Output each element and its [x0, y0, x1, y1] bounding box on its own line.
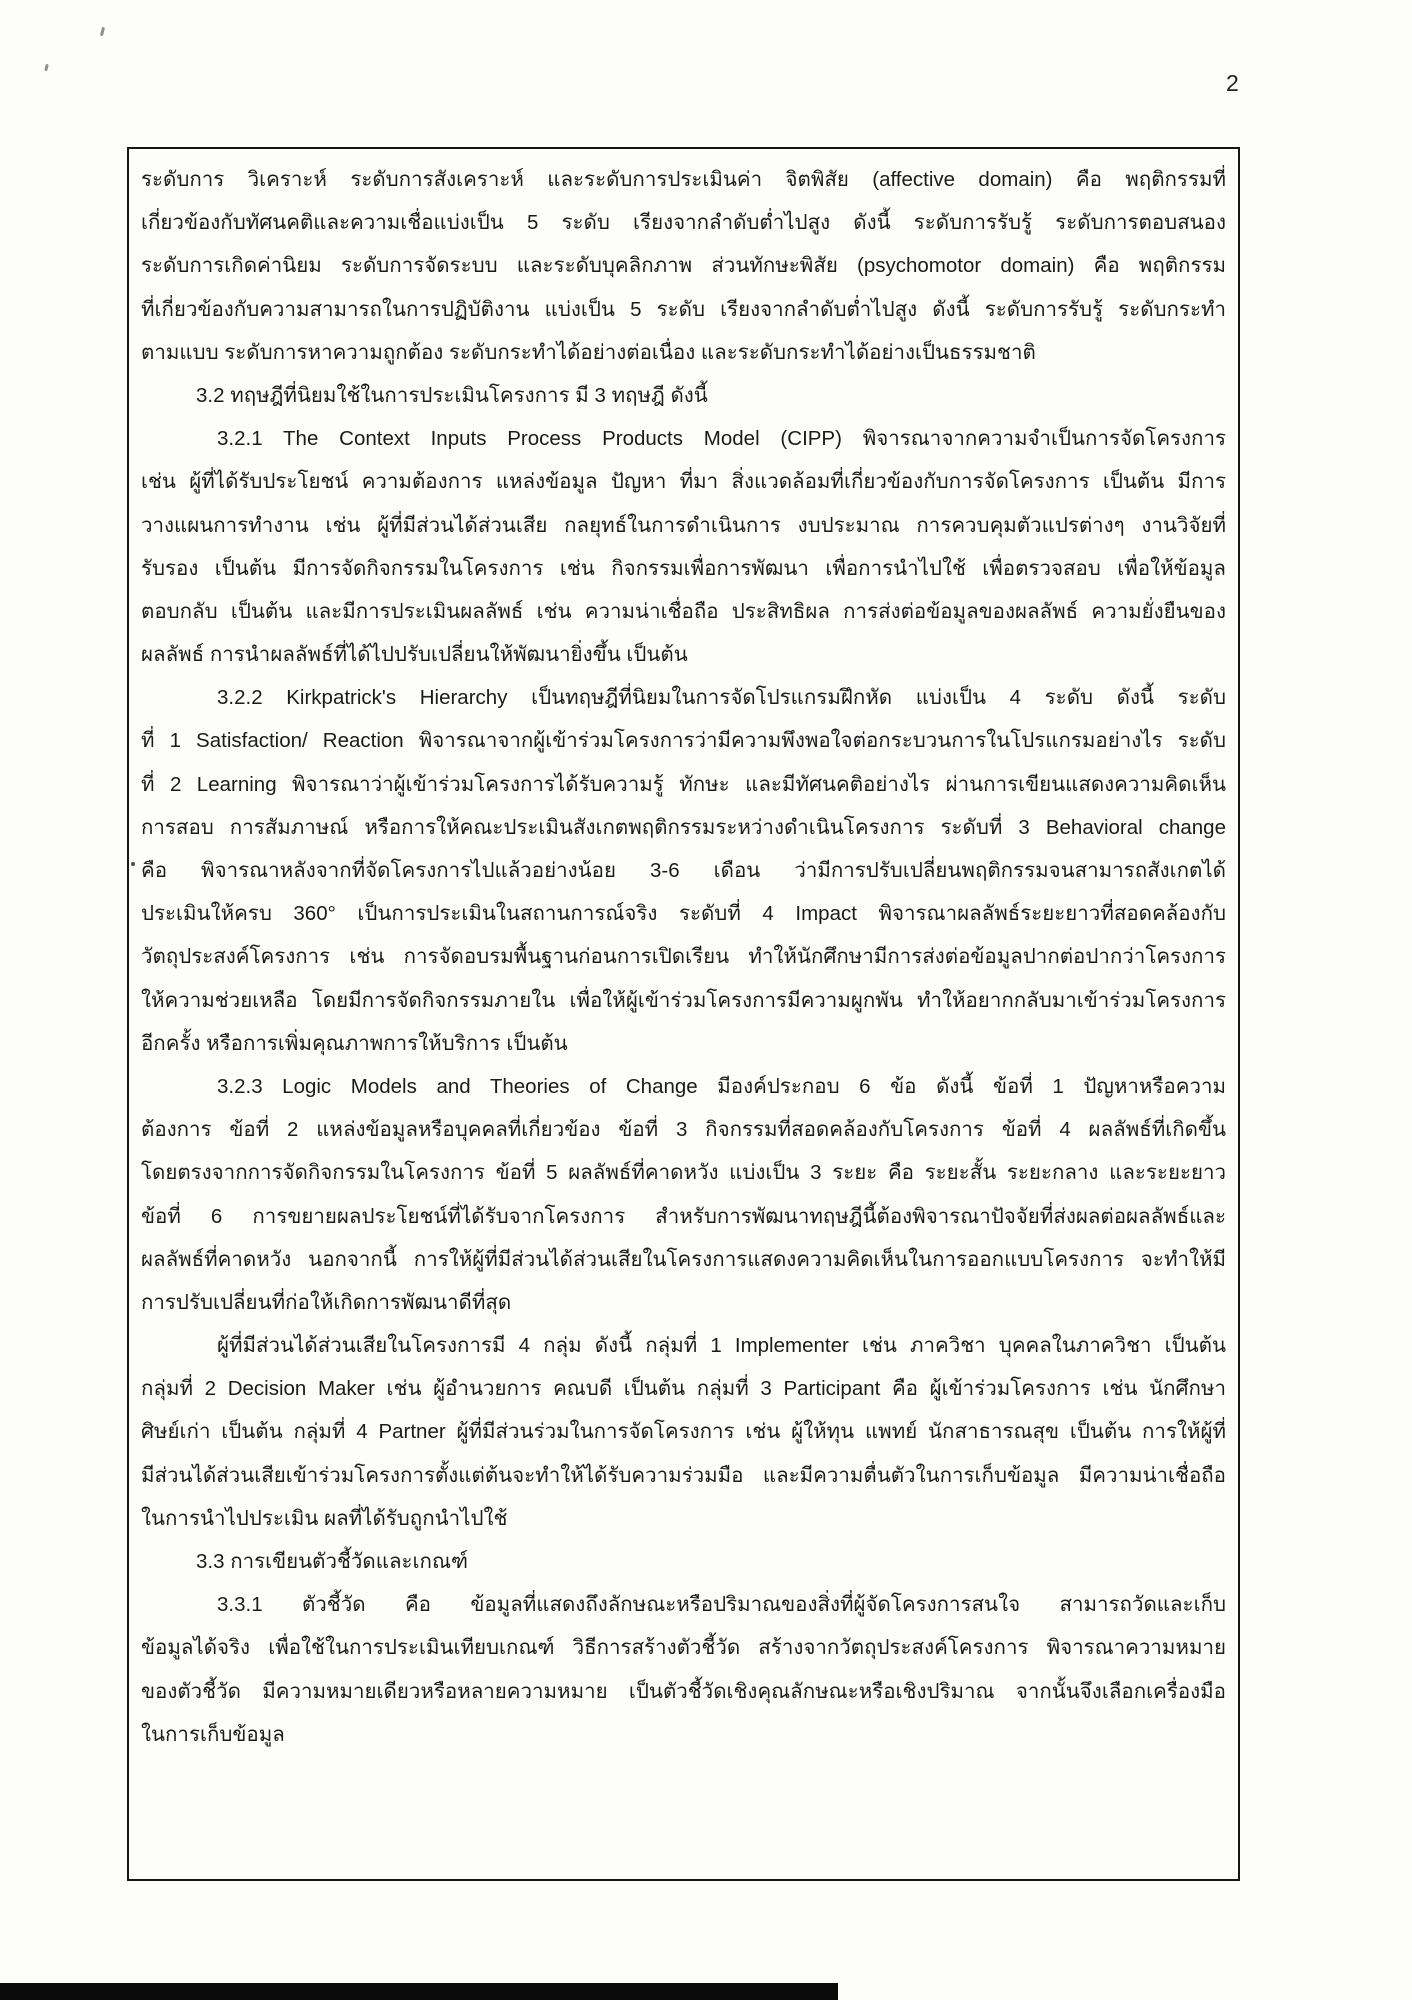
text-line: กลุ่มที่ 2 Decision Maker เช่น ผู้อำนวยการ คณบดี เป็นต้น กลุ่มที่ 3 Participant คือ ผู้เข้าร่วมโครงการ เช่น นักศึกษา: [141, 1377, 1226, 1401]
text-line: ให้ความช่วยเหลือ โดยมีการจัดกิจกรรมภายใน เพื่อให้ผู้เข้าร่วมโครงการมีความผูกพัน ทำให้อยากกลับมาเข้าร่วมโครงการ: [141, 988, 1226, 1012]
text-line: เกี่ยวข้องกับทัศนคติและความเชื่อแบ่งเป็น 5 ระดับ เรียงจากลำดับต่ำไปสูง ดังนี้ ระดับการรับรู้ ระดับการตอบสนอง: [141, 211, 1226, 235]
text-line: ข้อที่ 6 การขยายผลประโยชน์ที่ได้รับจากโครงการ สำหรับการพัฒนาทฤษฎีนี้ต้องพิจารณาปัจจัยที่ส่งผลต่อผลลัพธ์และ: [141, 1204, 1226, 1228]
text-line: 3.2 ทฤษฎีที่นิยมใช้ในการประเมินโครงการ มี 3 ทฤษฎี ดังนี้: [196, 383, 708, 407]
content-border-box: [127, 147, 1240, 1881]
text-line: การสอบ การสัมภาษณ์ หรือการให้คณะประเมินสังเกตพฤติกรรมระหว่างดำเนินโครงการ ระดับที่ 3 Behavioral change: [141, 815, 1226, 839]
text-line: เช่น ผู้ที่ได้รับประโยชน์ ความต้องการ แหล่งข้อมูล ปัญหา ที่มา สิ่งแวดล้อมที่เกี่ยวข้องกับการจัดโครงการ เป็นต้น มีการ: [141, 470, 1226, 494]
text-line: ในการเก็บข้อมูล: [141, 1722, 285, 1746]
page-number: 2: [1226, 70, 1239, 96]
text-line: รับรอง เป็นต้น มีการจัดกิจกรรมในโครงการ เช่น กิจกรรมเพื่อการพัฒนา เพื่อการนำไปใช้ เพื่อตรวจสอบ เพื่อให้ข้อมูล: [141, 556, 1226, 580]
text-line: ผลลัพธ์ การนำผลลัพธ์ที่ได้ไปปรับเปลี่ยนให้พัฒนายิ่งขึ้น เป็นต้น: [141, 643, 688, 667]
text-line: ในการนำไปประเมิน ผลที่ได้รับถูกนำไปใช้: [141, 1506, 508, 1530]
text-line: ระดับการเกิดค่านิยม ระดับการจัดระบบ และระดับบุคลิกภาพ ส่วนทักษะพิสัย (psychomotor domain) คือ พฤติกรรม: [141, 254, 1226, 278]
scan-artifact-bar: [0, 1983, 838, 2000]
text-line: ศิษย์เก่า เป็นต้น กลุ่มที่ 4 Partner ผู้ที่มีส่วนร่วมในการจัดโครงการ เช่น ผู้ให้ทุน แพทย์ นักสาธารณสุข เป็นต้น การให้ผู้ที่: [141, 1420, 1226, 1444]
text-line: วัตถุประสงค์โครงการ เช่น การจัดอบรมพื้นฐานก่อนการเปิดเรียน ทำให้นักศึกษามีการส่งต่อข้อมูลปากต่อปากว่าโครงการ: [141, 945, 1226, 969]
text-line: ผู้ที่มีส่วนได้ส่วนเสียในโครงการมี 4 กลุ่ม ดังนี้ กลุ่มที่ 1 Implementer เช่น ภาควิชา บุคคลในภาควิชา เป็นต้น: [217, 1334, 1226, 1358]
text-line: 3.2.1 The Context Inputs Process Products Model (CIPP) พิจารณาจากความจำเป็นการจัดโครงการ: [217, 427, 1226, 451]
text-line: คือ พิจารณาหลังจากที่จัดโครงการไปแล้วอย่างน้อย 3-6 เดือน ว่ามีการปรับเปลี่ยนพฤติกรรมจนสามารถสังเกตได้: [141, 859, 1226, 882]
text-line: ประเมินให้ครบ 360° เป็นการประเมินในสถานการณ์จริง ระดับที่ 4 Impact พิจารณาผลลัพธ์ระยะยาวที่สอดคล้องกับ: [141, 902, 1226, 926]
text-line: ต้องการ ข้อที่ 2 แหล่งข้อมูลหรือบุคคลที่เกี่ยวข้อง ข้อที่ 3 กิจกรรมที่สอดคล้องกับโครงการ ข้อที่ 4 ผลลัพธ์ที่เกิดขึ้น: [141, 1118, 1226, 1142]
text-line: ที่ 2 Learning พิจารณาว่าผู้เข้าร่วมโครงการได้รับความรู้ ทักษะ และมีทัศนคติอย่างไร ผ่านการเขียนแสดงความคิดเห็น: [141, 772, 1226, 796]
text-line: ที่ 1 Satisfaction/ Reaction พิจารณาจากผู้เข้าร่วมโครงการว่ามีความพึงพอใจต่อกระบวนการในโปรแกรมอย่างไร ระดับ: [141, 729, 1226, 753]
text-line: 3.2.3 Logic Models and Theories of Change มีองค์ประกอบ 6 ข้อ ดังนี้ ข้อที่ 1 ปัญหาหรือความ: [217, 1074, 1226, 1098]
text-line: ตามแบบ ระดับการหาความถูกต้อง ระดับกระทำได้อย่างต่อเนื่อง และระดับกระทำได้อย่างเป็นธรรมชาติ: [141, 340, 1036, 364]
scan-artifact-mark: [44, 64, 49, 72]
text-line: การปรับเปลี่ยนที่ก่อให้เกิดการพัฒนาดีที่สุด: [141, 1290, 512, 1314]
text-line: ตอบกลับ เป็นต้น และมีการประเมินผลลัพธ์ เช่น ความน่าเชื่อถือ ประสิทธิผล การส่งต่อข้อมูลของผลลัพธ์ ความยั่งยืนของ: [141, 599, 1226, 623]
text-line: ข้อมูลได้จริง เพื่อใช้ในการประเมินเทียบเกณฑ์ วิธีการสร้างตัวชี้วัด สร้างจากวัตถุประสงค์โครงการ พิจารณาความหมาย: [141, 1636, 1226, 1660]
text-line: มีส่วนได้ส่วนเสียเข้าร่วมโครงการตั้งแต่ต้นจะทำให้ได้รับความร่วมมือ และมีความตื่นตัวในการเก็บข้อมูล มีความน่าเชื่อถือ: [141, 1463, 1226, 1487]
text-line: 3.2.2 Kirkpatrick's Hierarchy เป็นทฤษฎีที่นิยมในการจัดโปรแกรมฝึกหัด แบ่งเป็น 4 ระดับ ดังนี้ ระดับ: [217, 686, 1226, 710]
document-lines: [141, 158, 1226, 1756]
text-line: ผลลัพธ์ที่คาดหวัง นอกจากนี้ การให้ผู้ที่มีส่วนได้ส่วนเสียในโครงการแสดงความคิดเห็นในการออกแบบโครงการ จะทำให้มี: [141, 1247, 1226, 1271]
text-line: ของตัวชี้วัด มีความหมายเดียวหรือหลายความหมาย เป็นตัวชี้วัดเชิงคุณลักษณะหรือเชิงปริมาณ จากนั้นจึงเลือกเครื่องมือ: [141, 1679, 1226, 1703]
text-line: โดยตรงจากการจัดกิจกรรมในโครงการ ข้อที่ 5 ผลลัพธ์ที่คาดหวัง แบ่งเป็น 3 ระยะ คือ ระยะสั้น ระยะกลาง และระยะยาว: [141, 1161, 1226, 1185]
text-line: วางแผนการทำงาน เช่น ผู้ที่มีส่วนได้ส่วนเสีย กลยุทธ์ในการดำเนินการ งบประมาณ การควบคุมตัวแปรต่างๆ งานวิจัยที่: [141, 513, 1226, 537]
text-line: ระดับการ วิเคราะห์ ระดับการสังเคราะห์ และระดับการประเมินค่า จิตพิสัย (affective domain) คือ พฤติกรรมที่: [141, 168, 1226, 191]
text-line: 3.3.1 ตัวชี้วัด คือ ข้อมูลที่แสดงถึงลักษณะหรือปริมาณของสิ่งที่ผู้จัดโครงการสนใจ สามารถวัดและเก็บ: [217, 1593, 1226, 1617]
text-line: ที่เกี่ยวข้องกับความสามารถในการปฏิบัติงาน แบ่งเป็น 5 ระดับ เรียงจากลำดับต่ำไปสูง ดังนี้ ระดับการรับรู้ ระดับกระทำ: [141, 297, 1226, 321]
text-line: อีกครั้ง หรือการเพิ่มคุณภาพการให้บริการ เป็นต้น: [141, 1031, 568, 1055]
scan-artifact-speck: [131, 862, 135, 866]
text-line: 3.3 การเขียนตัวชี้วัดและเกณฑ์: [196, 1550, 468, 1573]
scan-artifact-mark: [100, 27, 105, 36]
